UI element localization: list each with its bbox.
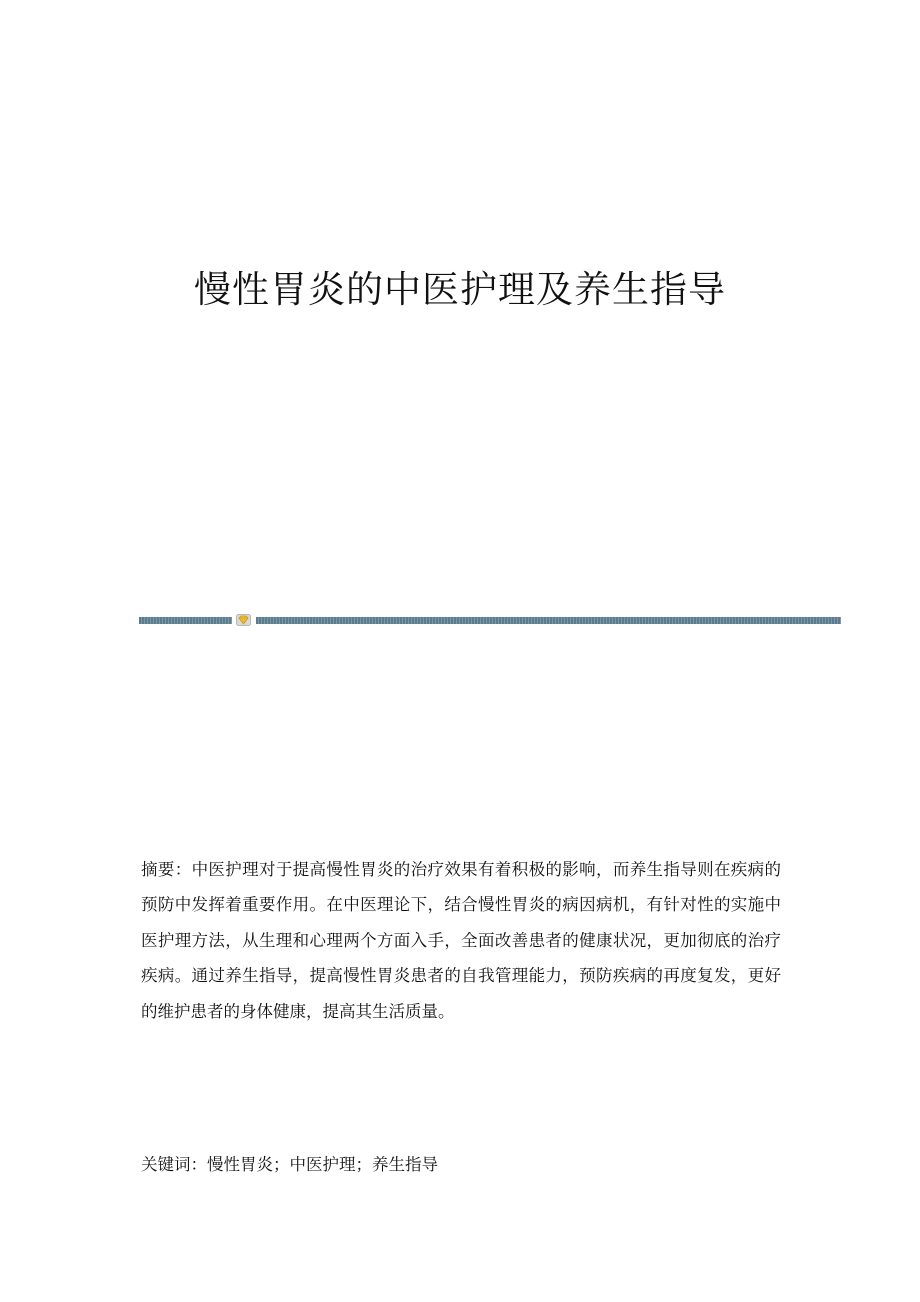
gem-icon xyxy=(236,614,251,626)
page-title: 慢性胃炎的中医护理及养生指导 xyxy=(194,268,726,311)
keywords-text: 慢性胃炎；中医护理；养生指导 xyxy=(207,1155,438,1174)
divider-bar-left xyxy=(139,617,232,624)
divider-bar-right xyxy=(256,617,841,624)
abstract-paragraph xyxy=(141,852,781,1029)
abstract-label: 摘要： xyxy=(141,860,192,879)
keywords-line xyxy=(141,1150,781,1180)
section-divider xyxy=(139,614,841,626)
keywords-label: 关键词： xyxy=(141,1155,207,1174)
abstract-text: 中医护理对于提高慢性胃炎的治疗效果有着积极的影响，而养生指导则在疾病的预防中发挥着重要作用。在中医理论下，结合慢性胃炎的病因病机，有针对性的实施中医护理方法，从生理和心理两个方面入手，全面改善患者的健康状况，更加彻底的治疗疾病。通过养生指导，提高慢性胃炎患者的自我管理能力，预防疾病的再度复发，更好的维护患者的身体健康，提高其生活质量。 xyxy=(141,860,782,1021)
